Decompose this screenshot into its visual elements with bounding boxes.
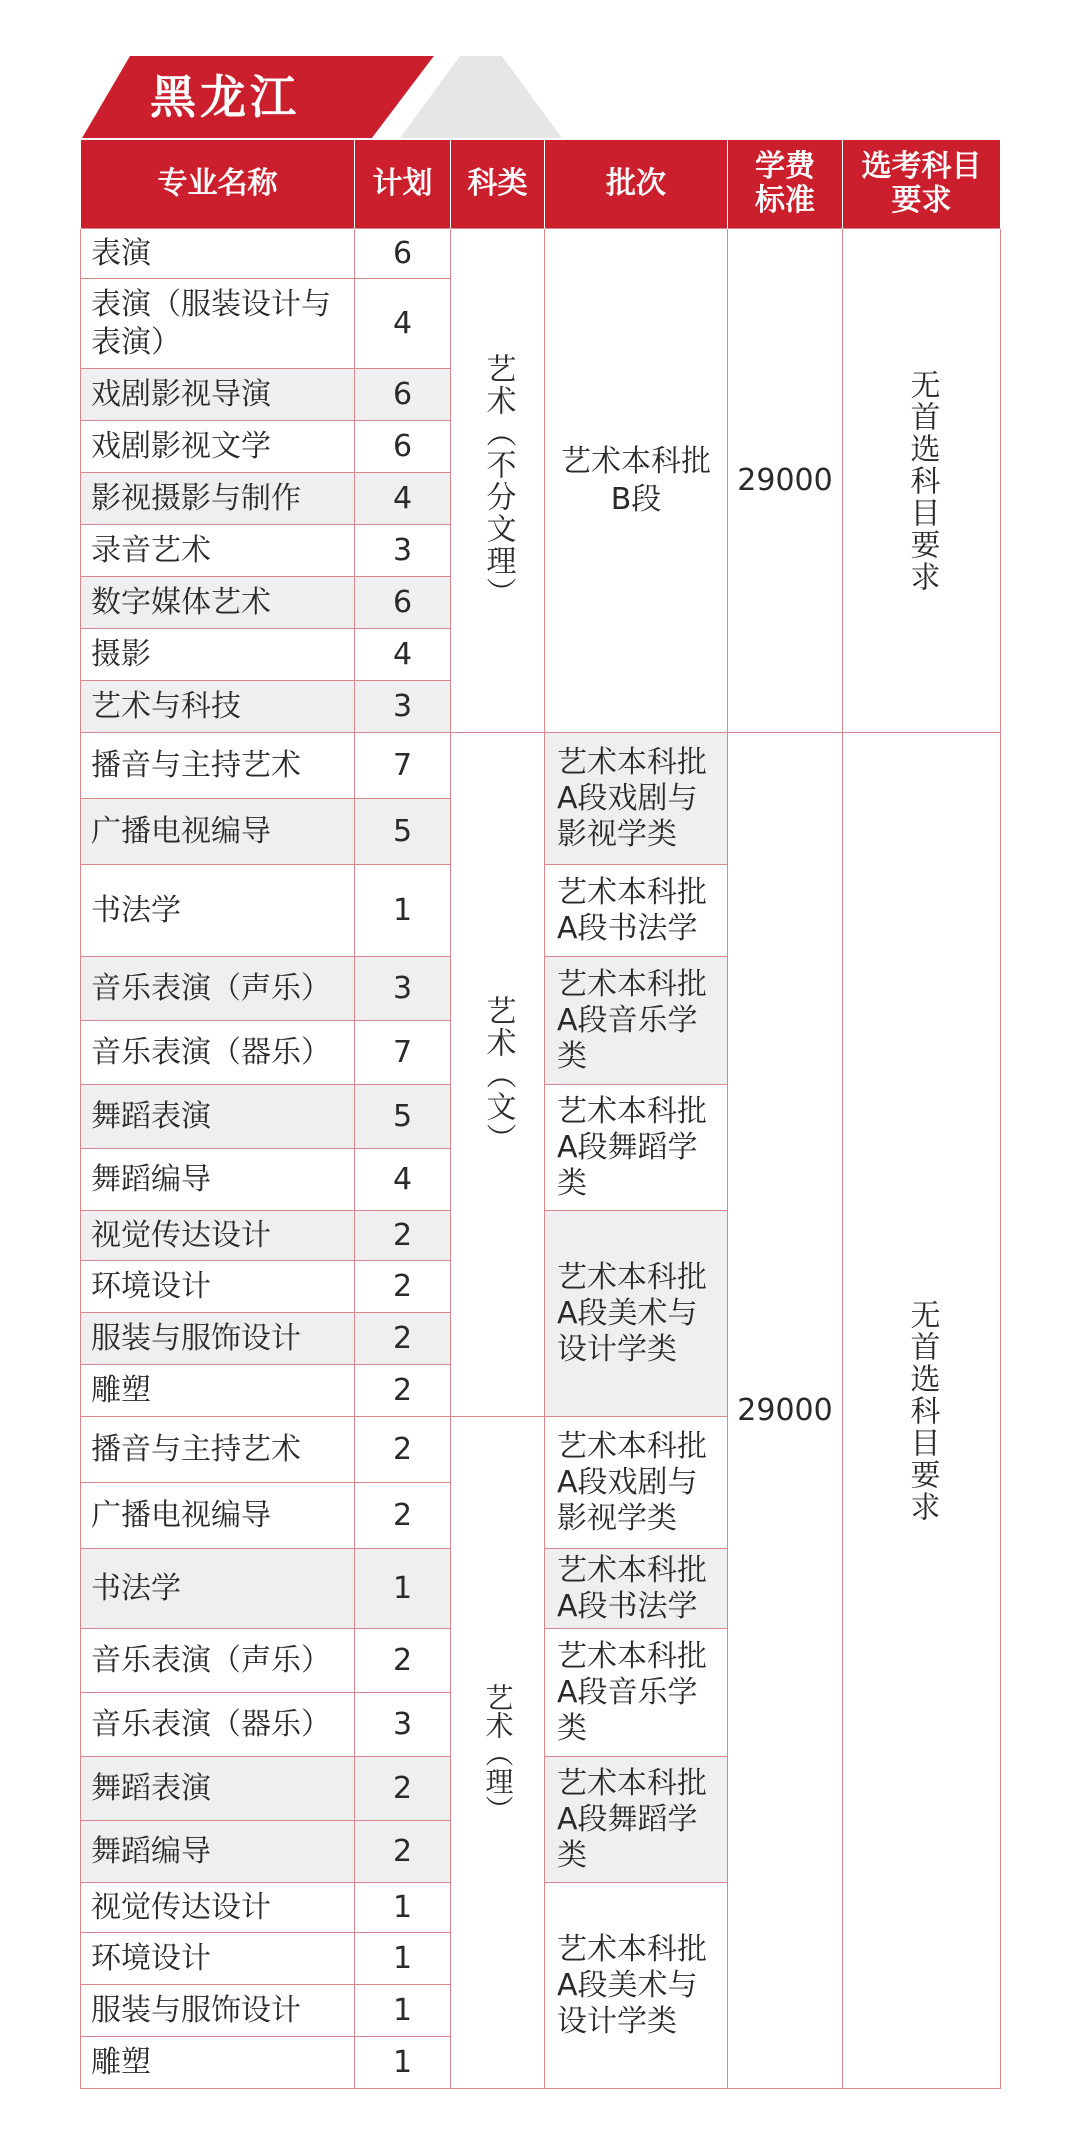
category-cell: 艺术（不分文理）	[451, 229, 545, 733]
batch-cell: 艺术本科批B段	[545, 229, 728, 733]
plan-count: 1	[355, 1549, 451, 1629]
header-category: 科类	[451, 140, 545, 229]
plan-count: 4	[355, 629, 451, 681]
major-name: 环境设计	[81, 1261, 355, 1313]
major-name: 摄影	[81, 629, 355, 681]
major-name: 表演	[81, 229, 355, 279]
major-name: 音乐表演（声乐）	[81, 957, 355, 1021]
plan-count: 1	[355, 1933, 451, 1985]
plan-count: 4	[355, 473, 451, 525]
admission-plan-table	[80, 140, 1001, 2089]
plan-count: 1	[355, 1985, 451, 2037]
major-name: 音乐表演（器乐）	[81, 1693, 355, 1757]
plan-count: 7	[355, 733, 451, 799]
plan-count: 2	[355, 1483, 451, 1549]
plan-count: 5	[355, 799, 451, 865]
plan-count: 3	[355, 1693, 451, 1757]
batch-cell: 艺术本科批A段音乐学类	[545, 957, 728, 1085]
fee-cell: 29000	[728, 733, 843, 2089]
major-name: 舞蹈表演	[81, 1757, 355, 1821]
province-title: 黑龙江	[150, 70, 300, 124]
major-name: 广播电视编导	[81, 1483, 355, 1549]
plan-count: 6	[355, 421, 451, 473]
major-name: 音乐表演（器乐）	[81, 1021, 355, 1085]
major-name: 雕塑	[81, 1365, 355, 1417]
table-row	[81, 229, 1001, 279]
batch-cell: 艺术本科批A段舞蹈学类	[545, 1085, 728, 1211]
requirement-cell: 无首选科目要求	[843, 229, 1001, 733]
batch-cell: 艺术本科批A段戏剧与影视学类	[545, 733, 728, 865]
major-name: 戏剧影视导演	[81, 369, 355, 421]
major-name: 服装与服饰设计	[81, 1313, 355, 1365]
batch-cell: 艺术本科批A段舞蹈学类	[545, 1757, 728, 1883]
header-major: 专业名称	[81, 140, 355, 229]
category-cell: 艺术（文）	[451, 733, 545, 1417]
batch-cell: 艺术本科批A段书法学	[545, 1549, 728, 1629]
header-batch: 批次	[545, 140, 728, 229]
batch-cell: 艺术本科批A段戏剧与影视学类	[545, 1417, 728, 1549]
plan-count: 2	[355, 1417, 451, 1483]
major-name: 表演（服装设计与表演）	[81, 279, 355, 369]
major-name: 视觉传达设计	[81, 1883, 355, 1933]
batch-cell: 艺术本科批A段美术与设计学类	[545, 1883, 728, 2089]
plan-count: 5	[355, 1085, 451, 1149]
major-name: 书法学	[81, 865, 355, 957]
plan-count: 7	[355, 1021, 451, 1085]
header-fee: 学费标准	[728, 140, 843, 229]
plan-count: 4	[355, 1149, 451, 1211]
major-name: 艺术与科技	[81, 681, 355, 733]
major-name: 广播电视编导	[81, 799, 355, 865]
plan-count: 2	[355, 1211, 451, 1261]
major-name: 视觉传达设计	[81, 1211, 355, 1261]
major-name: 舞蹈编导	[81, 1821, 355, 1883]
plan-count: 1	[355, 2037, 451, 2089]
header-plan: 计划	[355, 140, 451, 229]
plan-count: 1	[355, 865, 451, 957]
plan-count: 2	[355, 1261, 451, 1313]
plan-count: 3	[355, 957, 451, 1021]
table-row	[81, 733, 1001, 799]
plan-count: 2	[355, 1313, 451, 1365]
major-name: 雕塑	[81, 2037, 355, 2089]
major-name: 音乐表演（声乐）	[81, 1629, 355, 1693]
major-name: 环境设计	[81, 1933, 355, 1985]
major-name: 舞蹈表演	[81, 1085, 355, 1149]
major-name: 戏剧影视文学	[81, 421, 355, 473]
batch-cell: 艺术本科批A段书法学	[545, 865, 728, 957]
plan-count: 6	[355, 577, 451, 629]
plan-count: 2	[355, 1629, 451, 1693]
plan-count: 2	[355, 1365, 451, 1417]
major-name: 影视摄影与制作	[81, 473, 355, 525]
major-name: 舞蹈编导	[81, 1149, 355, 1211]
plan-count: 1	[355, 1883, 451, 1933]
fee-cell: 29000	[728, 229, 843, 733]
plan-count: 2	[355, 1821, 451, 1883]
requirement-cell: 无首选科目要求	[843, 733, 1001, 2089]
batch-cell: 艺术本科批A段美术与设计学类	[545, 1211, 728, 1417]
plan-count: 2	[355, 1757, 451, 1821]
plan-count: 6	[355, 369, 451, 421]
major-name: 播音与主持艺术	[81, 1417, 355, 1483]
major-name: 服装与服饰设计	[81, 1985, 355, 2037]
header-requirement: 选考科目要求	[843, 140, 1001, 229]
plan-count: 3	[355, 681, 451, 733]
category-cell: 艺术（理）	[451, 1417, 545, 2089]
major-name: 书法学	[81, 1549, 355, 1629]
major-name: 播音与主持艺术	[81, 733, 355, 799]
plan-count: 3	[355, 525, 451, 577]
major-name: 数字媒体艺术	[81, 577, 355, 629]
table-header-row	[81, 140, 1001, 229]
plan-count: 6	[355, 229, 451, 279]
batch-cell: 艺术本科批A段音乐学类	[545, 1629, 728, 1757]
major-name: 录音艺术	[81, 525, 355, 577]
plan-count: 4	[355, 279, 451, 369]
